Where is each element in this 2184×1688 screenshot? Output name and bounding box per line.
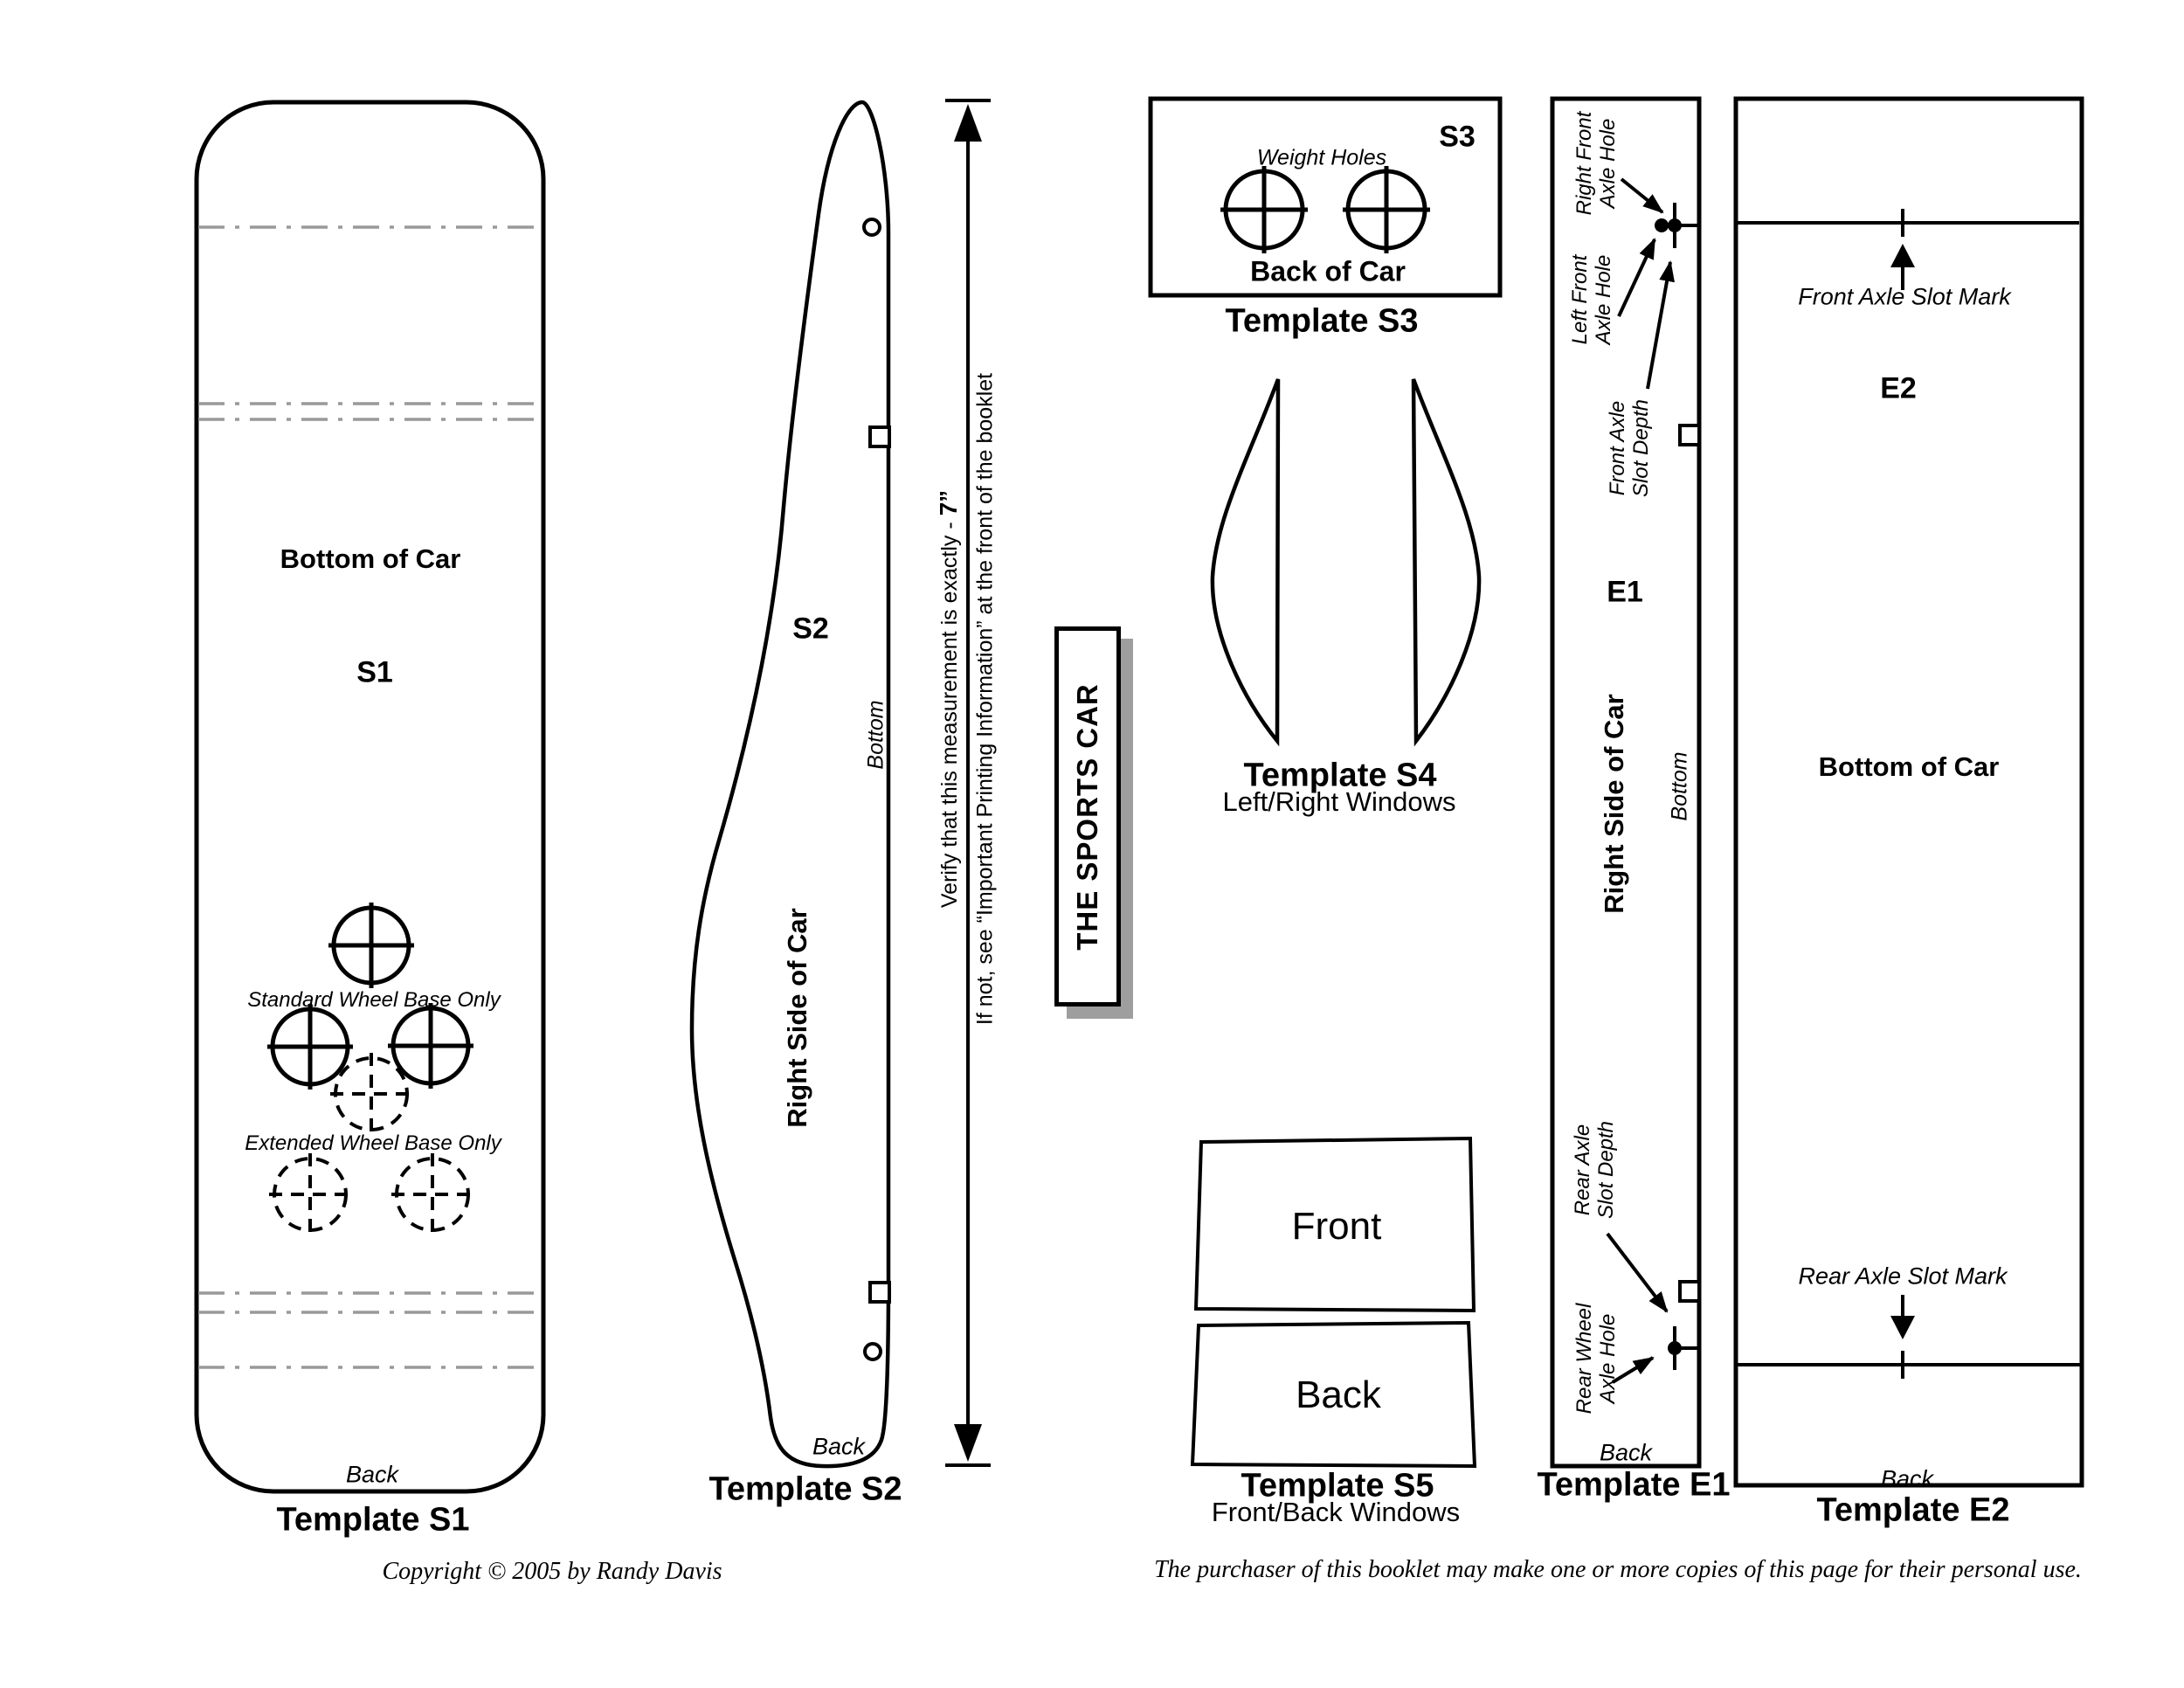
s2-front-axle-hole-dot xyxy=(864,219,880,235)
callout-line: Axle Hole xyxy=(1596,118,1620,209)
e1-rear-slot-notch xyxy=(1680,1282,1699,1301)
e1-callout-left-front-axle-hole xyxy=(1568,255,1615,345)
s2-bottom-label: Bottom xyxy=(863,700,888,770)
e1-rear-wheel-axle-hole-dot xyxy=(1668,1341,1682,1355)
measurement-note-line1 xyxy=(935,490,963,908)
callout-line: Front Axle xyxy=(1606,400,1629,496)
template-s2-outline xyxy=(692,102,889,1466)
s2-rear-slot-notch xyxy=(870,1283,889,1302)
e1-right-front-axle-hole-dot xyxy=(1668,218,1682,232)
measurement-note-line1-value: 7” xyxy=(935,489,962,516)
s5-subcaption: Front/Back Windows xyxy=(1211,1497,1461,1527)
license-notice: The purchaser of this booklet may make one or more copies of this page for their personal use. xyxy=(1154,1556,2082,1583)
e1-face-label: Right Side of Car xyxy=(1599,694,1629,914)
e1-caption: Template E1 xyxy=(1537,1466,1731,1504)
callout-line: Axle Hole xyxy=(1592,254,1615,345)
e1-callout-right-front-axle-hole xyxy=(1572,112,1620,216)
s2-rear-axle-hole-dot xyxy=(865,1344,881,1359)
e1-bottom-label: Bottom xyxy=(1667,751,1692,821)
callout-line: Axle Hole xyxy=(1596,1313,1620,1404)
s2-face-label: Right Side of Car xyxy=(782,908,812,1128)
s3-weight-hole-markers xyxy=(1220,166,1430,253)
callout-line: Rear Wheel xyxy=(1572,1303,1596,1415)
e2-front-arrow-head xyxy=(1890,244,1915,267)
e2-front-axle-slot-mark-label: Front Axle Slot Mark xyxy=(1798,283,2011,310)
booklet-title: THE SPORTS CAR xyxy=(1071,682,1103,951)
s1-extended-wheelbase-note: Extended Wheel Base Only xyxy=(245,1131,501,1155)
e2-face-label: Bottom of Car xyxy=(1818,751,2000,782)
e1-front-slot-notch xyxy=(1680,425,1699,445)
s2-back-label: Back xyxy=(812,1433,866,1460)
s2-front-slot-notch xyxy=(870,427,889,446)
copyright-notice: Copyright © 2005 by Randy Davis xyxy=(382,1558,722,1585)
e1-id: E1 xyxy=(1607,575,1643,609)
e1-callout-rear-axle-slot-depth xyxy=(1571,1121,1618,1219)
callout-line: Slot Depth xyxy=(1594,1120,1618,1220)
e1-callout-rear-wheel-axle-hole xyxy=(1572,1304,1620,1415)
e2-id: E2 xyxy=(1880,371,1917,405)
s3-face-label: Back of Car xyxy=(1250,255,1406,287)
s1-standard-wheelbase-note: Standard Wheel Base Only xyxy=(247,988,501,1012)
callout-line: Rear Axle xyxy=(1571,1124,1594,1216)
booklet-title-box xyxy=(1054,626,1121,1007)
callout-line: Slot Depth xyxy=(1629,398,1653,498)
e1-left-front-axle-hole-dot xyxy=(1655,218,1669,232)
s4-caption: Template S4 xyxy=(1243,757,1437,794)
s5-caption: Template S5 xyxy=(1241,1467,1434,1505)
measurement-note-line1-prefix: Verify that this measurement is exactly - xyxy=(937,515,962,909)
s5-front-label: Front xyxy=(1291,1205,1382,1248)
s4-right-window xyxy=(1413,379,1479,741)
s1-back-label: Back xyxy=(345,1461,399,1488)
s3-id: S3 xyxy=(1439,120,1476,154)
s5-back-label: Back xyxy=(1296,1373,1381,1416)
s4-left-window xyxy=(1213,379,1278,741)
e1-callout-front-axle-slot-depth xyxy=(1606,399,1653,497)
s3-weight-holes-label: Weight Holes xyxy=(1256,145,1387,170)
e2-rear-axle-slot-mark-label: Rear Axle Slot Mark xyxy=(1798,1263,2008,1290)
s4-subcaption: Left/Right Windows xyxy=(1222,786,1456,817)
s1-id: S1 xyxy=(356,655,393,689)
s2-id: S2 xyxy=(792,612,829,646)
template-s1-outline xyxy=(197,102,543,1491)
s2-caption: Template S2 xyxy=(708,1470,902,1508)
measurement-note-line2: If not, see “Important Printing Information” at the front of the booklet xyxy=(972,372,998,1026)
e2-rear-arrow-head xyxy=(1890,1316,1915,1339)
s1-guide-lines xyxy=(198,227,542,1367)
e2-caption: Template E2 xyxy=(1816,1491,2010,1529)
template-s4-windows xyxy=(1213,379,1479,741)
s3-caption: Template S3 xyxy=(1225,302,1419,340)
s1-face-label: Bottom of Car xyxy=(280,543,461,574)
callout-line: Right Front xyxy=(1572,111,1596,216)
e1-back-label: Back xyxy=(1599,1439,1653,1466)
e2-back-label: Back xyxy=(1880,1465,1934,1492)
callout-line: Left Front xyxy=(1568,254,1592,345)
s1-caption: Template S1 xyxy=(276,1501,470,1539)
